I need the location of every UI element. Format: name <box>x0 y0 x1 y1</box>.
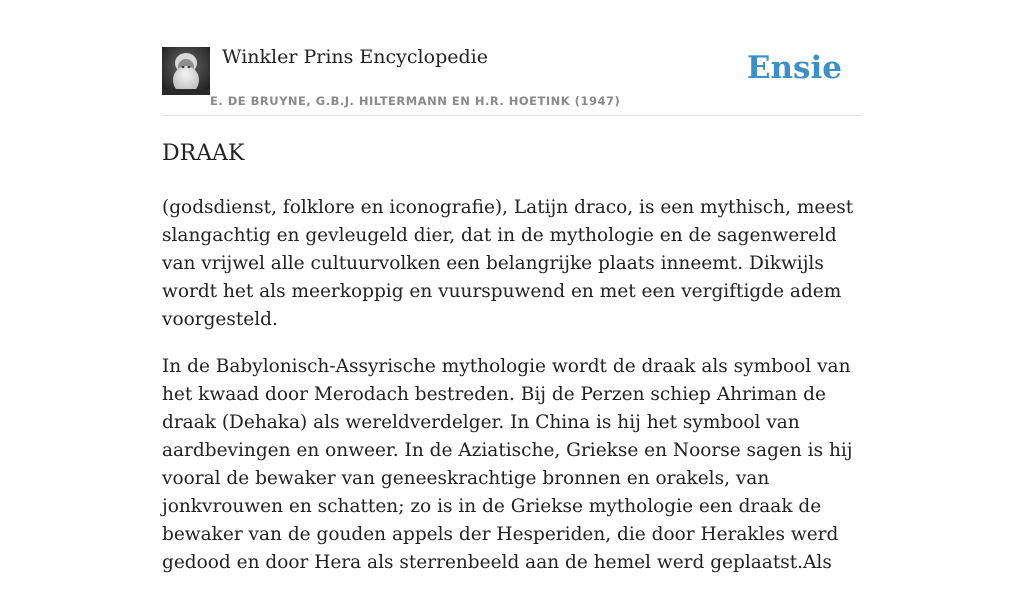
article-title: DRAAK <box>162 141 245 166</box>
brand-logo-link[interactable]: Ensie <box>746 50 842 86</box>
article-paragraph-1: (godsdienst, folklore en iconografie), Latijn draco, is een mythisch, meest slangachtig en gevleugeld dier, dat in de mythologie en de sagenwereld van vrijwel alle cultuurvolken een belangrijke plaats inneemt. Dikwijls wordt het als meerkoppig en vuurspuwend en met een vergiftigde adem voorgesteld. <box>162 197 854 330</box>
article-paragraph-2: In de Babylonisch-Assyrische mythologie wordt de draak als symbool van het kwaad door Merodach bestreden. Bij de Perzen schiep Ahriman de draak (Dehaka) als wereldverdelger. In China is hij het symbool van aardbevingen en onweer. In de Aziatische, Griekse en Noorse sagen is hij vooral de bewaker van geneeskrachtige bronnen en orakels, van jonkvrouwen en schatten; zo is in de Griekse mythologie een draak de bewaker van de gouden appels der Hesperiden, die door Herakles werd gedood en door Hera als sterrenbeeld aan de hemel werd geplaatst.Als <box>162 356 853 573</box>
author-avatar <box>162 47 210 95</box>
site-subtitle: E. DE BRUYNE, G.B.J. HILTERMANN EN H.R. HOETINK (1947) <box>210 94 621 108</box>
article <box>162 138 862 596</box>
site-title: Winkler Prins Encyclopedie <box>222 46 488 68</box>
site-header <box>162 44 862 116</box>
avatar-portrait-image <box>162 47 210 95</box>
